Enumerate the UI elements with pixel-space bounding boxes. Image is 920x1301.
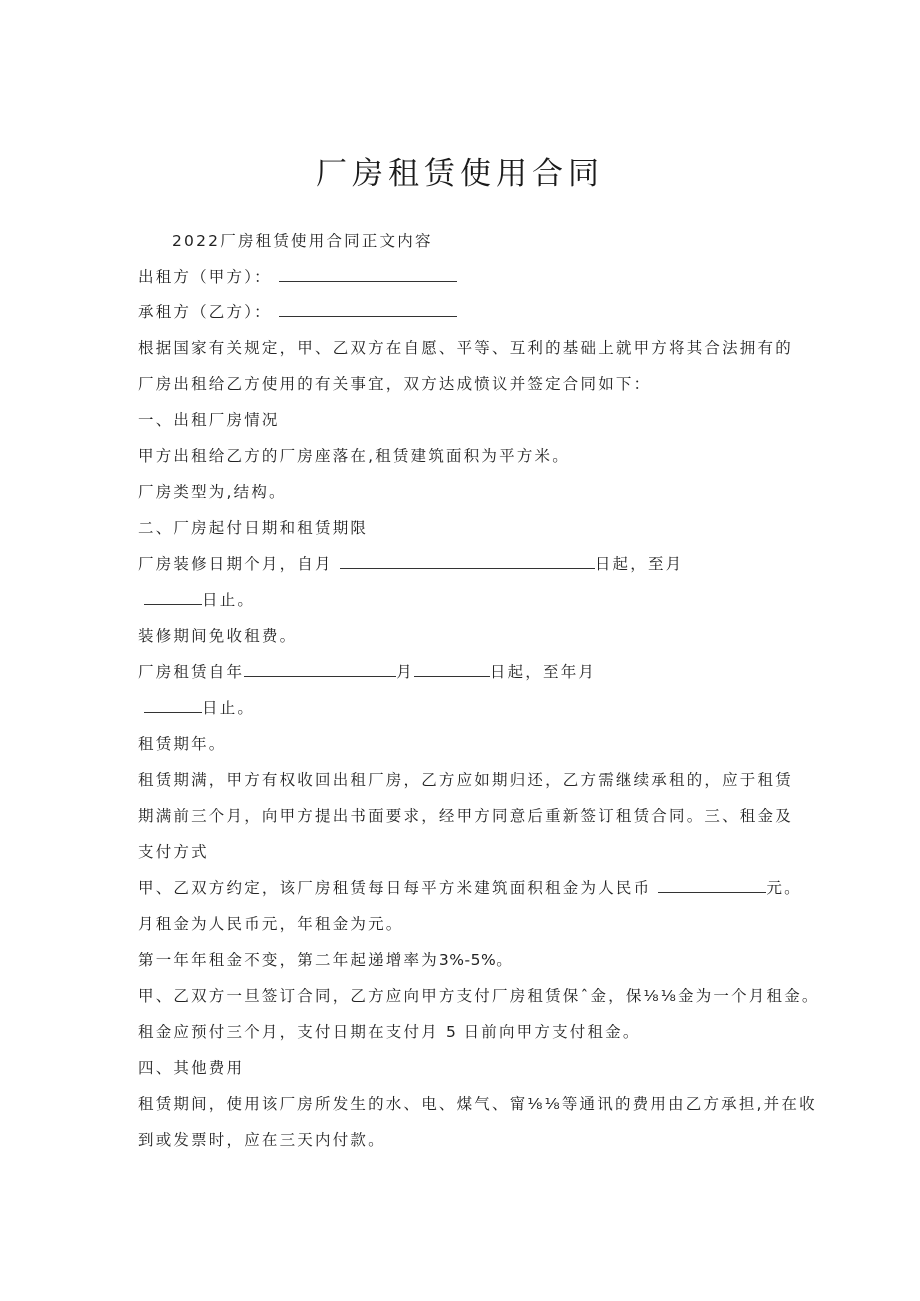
decoration-end-text: 日止。 <box>202 591 256 609</box>
intro-line-2: 厂房出租给乙方使用的有关事宜，双方达成愤议并签定合同如下： <box>138 375 652 393</box>
prepay-day: 5 <box>446 1023 457 1041</box>
lease-term: 租赁期年。 <box>138 735 227 753</box>
deposit-line: 甲、乙双方一旦签订合同，乙方应向甲方支付厂房租赁保ˆ金，保⅛⅛金为一个月租金。 <box>138 987 820 1005</box>
section-2-heading: 二、厂房起付日期和租赁期限 <box>138 519 369 537</box>
section-4-line-2: 到或发票时，应在三天内付款。 <box>138 1131 386 1149</box>
decoration-text-b: 日起，至月 <box>594 555 684 573</box>
lessee-blank[interactable] <box>279 302 457 317</box>
lease-text-a: 厂房租赁自年 <box>138 663 245 681</box>
lease-period-line <box>138 661 596 683</box>
decoration-rent-free: 装修期间免收租费。 <box>138 627 298 645</box>
subtitle-text: 2022厂房租赁使用合同正文内容 <box>172 232 433 250</box>
lease-text-c: 日起，至年月 <box>489 663 597 681</box>
daily-rent-text-a: 甲、乙双方约定，该厂房租赁每日每平方米建筑面积租金为人民币 <box>138 879 652 897</box>
decoration-end-blank[interactable] <box>144 590 202 605</box>
lessee-label: 承租方（乙方）： <box>138 303 272 321</box>
lessor-blank[interactable] <box>279 267 457 282</box>
lease-end-line <box>144 697 255 719</box>
rent-increase-text-b: 。 <box>496 951 514 969</box>
rent-increase-rate: 3%-5% <box>438 951 497 969</box>
subtitle <box>172 230 433 252</box>
renewal-line-3: 支付方式 <box>138 843 209 861</box>
renewal-line-1: 租赁期满，甲方有权收回出租厂房，乙方应如期归还，乙方需继续承租的，应于租赁 <box>138 771 793 789</box>
section-1-type: 厂房类型为,结构。 <box>138 483 287 501</box>
lease-end-blank[interactable] <box>144 698 202 713</box>
prepay-line <box>138 1021 641 1043</box>
lessor-line <box>138 266 457 288</box>
decoration-end-line <box>144 589 255 611</box>
daily-rent-line <box>138 877 802 899</box>
document-title: 厂房租赁使用合同 <box>316 156 604 192</box>
lease-text-b: 月 <box>396 663 414 681</box>
decoration-period-line <box>138 553 683 575</box>
lease-year-blank[interactable] <box>244 662 396 677</box>
renewal-line-2: 期满前三个月，向甲方提出书面要求，经甲方同意后重新签订租赁合同。三、租金及 <box>138 807 793 825</box>
daily-rent-text-b: 元。 <box>766 879 802 897</box>
monthly-rent-line: 月租金为人民币元，年租金为元。 <box>138 915 404 933</box>
rent-increase-text-a: 第一年年租金不变，第二年起递增率为 <box>138 951 439 969</box>
lease-end-text: 日止。 <box>202 699 256 717</box>
section-1-location: 甲方出租给乙方的厂房座落在,租赁建筑面积为平方米。 <box>138 447 570 465</box>
lessee-line <box>138 301 457 323</box>
decoration-start-blank[interactable] <box>340 554 595 569</box>
intro-line-1: 根据国家有关规定，甲、乙双方在自愿、平等、互利的基础上就甲方将其合法拥有的 <box>138 339 793 357</box>
rent-increase-line <box>138 949 514 971</box>
section-4-line-1: 租赁期间，使用该厂房所发生的水、电、煤气、甯⅛⅛等通讯的费用由乙方承担,并在收 <box>138 1095 817 1113</box>
prepay-text-a: 租金应预付三个月，支付日期在支付月 <box>138 1023 439 1041</box>
daily-rent-blank[interactable] <box>658 878 766 893</box>
lease-day-blank[interactable] <box>414 662 490 677</box>
section-1-heading: 一、出租厂房情况 <box>138 411 280 429</box>
prepay-text-b: 日前向甲方支付租金。 <box>463 1023 641 1041</box>
lessor-label: 出租方（甲方）： <box>138 268 272 286</box>
decoration-text-a: 厂房装修日期个月，自月 <box>138 555 333 573</box>
section-4-heading: 四、其他费用 <box>138 1059 245 1077</box>
